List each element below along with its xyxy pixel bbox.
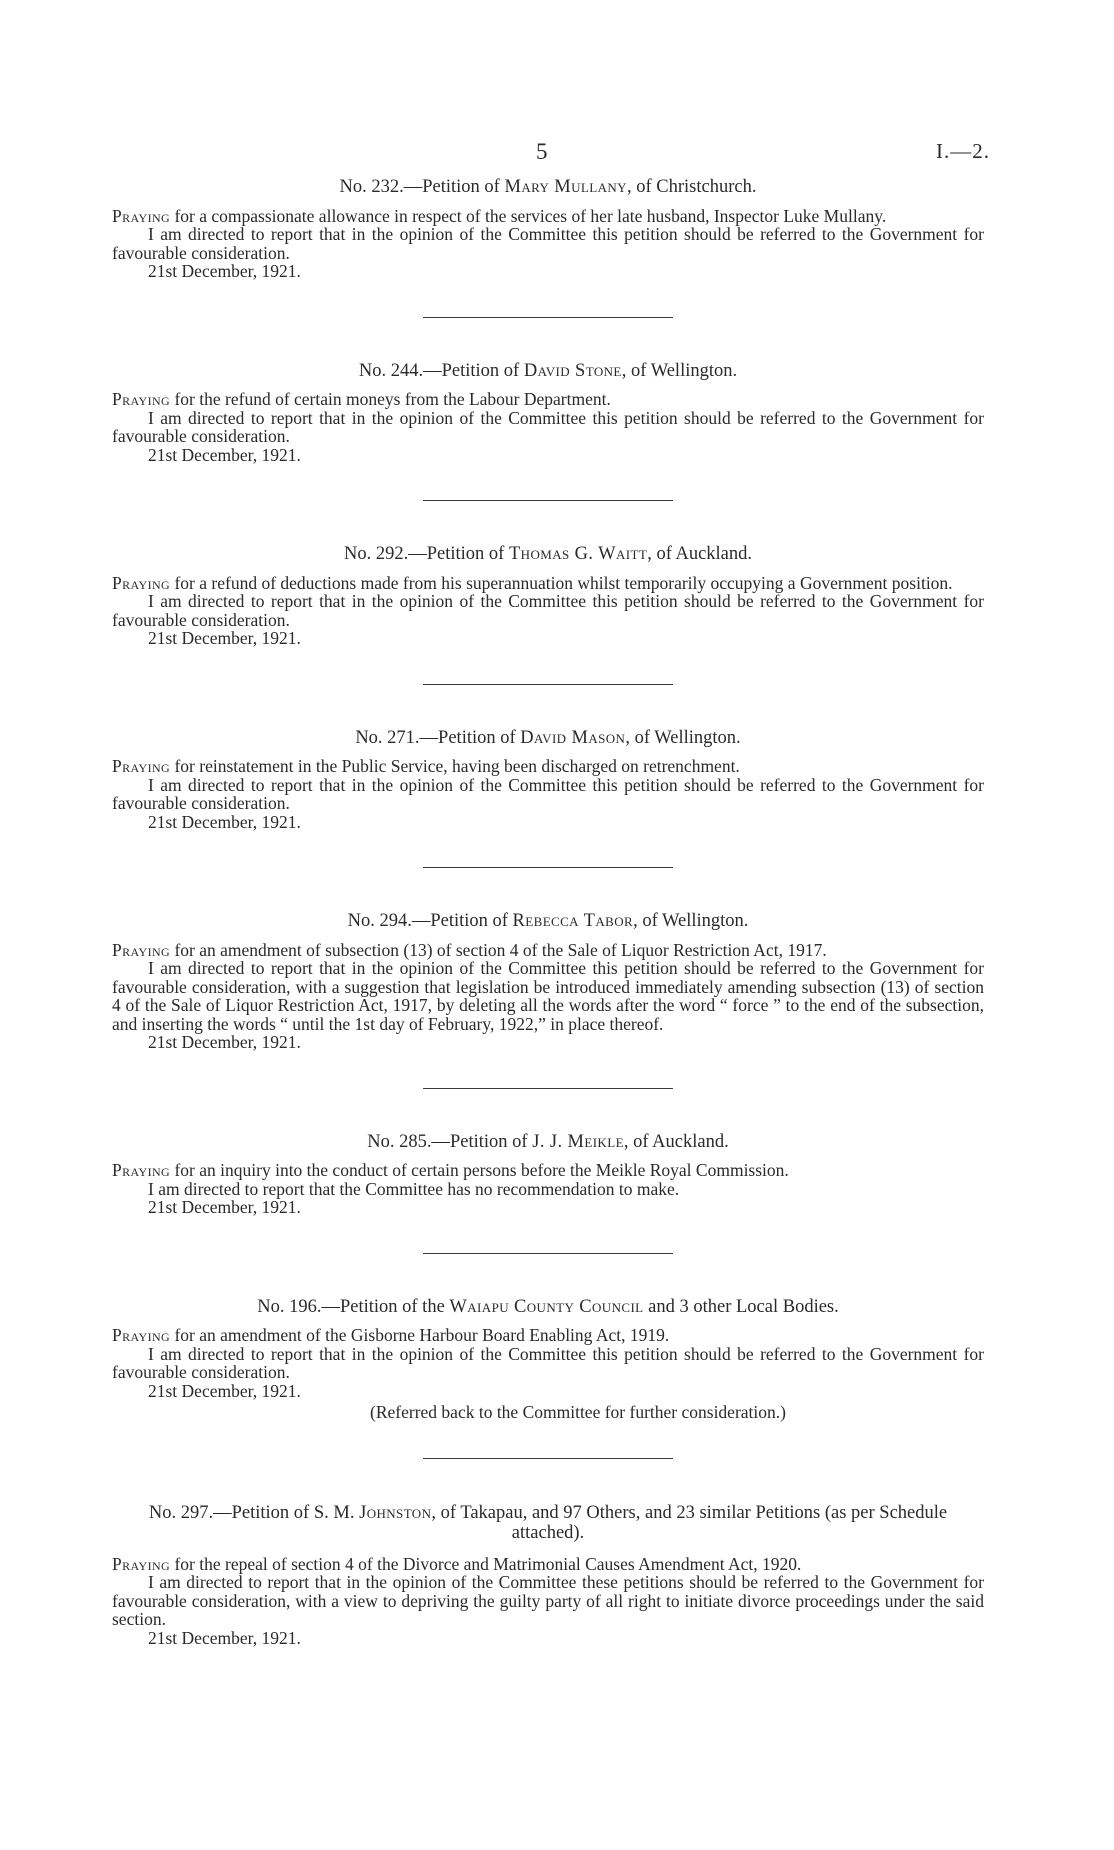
praying-word: Praying <box>112 1325 171 1345</box>
praying-paragraph <box>112 574 984 593</box>
praying-word: Praying <box>112 1553 171 1574</box>
heading-prefix: No. 297.—Petition of S. M. <box>148 1502 360 1523</box>
section-divider <box>423 500 673 501</box>
petition-heading <box>112 1503 984 1543</box>
praying-word: Praying <box>112 756 171 776</box>
heading-suffix: , of Auckland. <box>623 1131 729 1152</box>
report-date: 21st December, 1921. <box>148 1032 301 1052</box>
heading-suffix: , of Takapau, and 97 Others, and 23 similar Petitions (as per Schedule attached). <box>431 1502 948 1543</box>
petition-entry <box>112 729 984 832</box>
praying-text: for the repeal of section 4 of the Divorce and Matrimonial Causes Amendment Act, 1920. <box>170 1553 802 1574</box>
praying-word: Praying <box>112 572 171 593</box>
report-date: 21st December, 1921. <box>148 811 301 832</box>
paper-reference: I.—2. <box>936 139 990 163</box>
report-date: 21st December, 1921. <box>148 628 301 648</box>
petitioner-name: Rebecca Tabor <box>512 911 634 931</box>
praying-word: Praying <box>112 1160 171 1180</box>
petitioner-name: Thomas G. Waitt <box>508 544 648 564</box>
report-date: 21st December, 1921. <box>148 1627 301 1648</box>
document-body <box>112 178 984 1647</box>
petitioner-name: J. J. Meikle <box>532 1131 624 1152</box>
praying-text: for the refund of certain moneys from the Labour Department. <box>170 389 611 409</box>
section-divider <box>423 1458 673 1459</box>
heading-prefix: No. 292.—Petition of <box>344 544 509 564</box>
section-divider <box>423 684 673 685</box>
petition-heading <box>112 912 984 931</box>
petition-heading <box>112 545 984 564</box>
heading-suffix: , of Wellington. <box>633 911 749 931</box>
section-divider <box>423 867 673 868</box>
petition-heading <box>112 178 984 197</box>
heading-suffix: , of Christchurch. <box>626 177 757 197</box>
petitioner-name: David Mason <box>520 727 626 748</box>
heading-prefix: No. 196.—Petition of the <box>257 1296 450 1317</box>
petition-entry <box>112 362 984 465</box>
praying-text: for an amendment of the Gisborne Harbour Board Enabling Act, 1919. <box>170 1325 670 1345</box>
committee-report: I am directed to report that in the opinion of the Committee this petition should be referred to the Government for favourable consideration. <box>112 591 984 630</box>
page-number: 5 <box>536 139 548 164</box>
committee-report: I am directed to report that in the opinion of the Committee this petition should be referred to the Government for favourable consideration, with a suggestion that legislation be introduced immediately amending subsection (13) of section 4 of the Sale of Liquor Restriction Act, 1917, by deleting all the words after the word “ force ” to the end of the subsection, and inserting the words “ until the 1st day of February, 1922,” in place thereof. <box>112 958 984 1034</box>
section-divider <box>423 317 673 318</box>
petition-entry <box>112 545 984 648</box>
praying-text: for reinstatement in the Public Service, having been discharged on retrenchment. <box>170 756 740 776</box>
praying-paragraph <box>112 207 984 226</box>
praying-word: Praying <box>112 205 171 226</box>
praying-paragraph <box>112 757 984 776</box>
referral-note: (Referred back to the Committee for further consideration.) <box>370 1402 786 1422</box>
report-date: 21st December, 1921. <box>148 1197 301 1217</box>
praying-text: for an inquiry into the conduct of certain persons before the Meikle Royal Commission. <box>170 1160 789 1180</box>
praying-word: Praying <box>112 389 171 409</box>
committee-report: I am directed to report that in the opinion of the Committee this petition should be referred to the Government for favourable consideration. <box>112 407 984 446</box>
committee-report: I am directed to report that in the opinion of the Committee this petition should be referred to the Government for favourable consideration. <box>112 1343 984 1382</box>
heading-prefix: No. 285.—Petition of <box>367 1131 533 1152</box>
heading-suffix: , of Wellington. <box>621 360 738 381</box>
praying-paragraph <box>112 941 984 960</box>
petition-heading <box>112 1133 984 1152</box>
petition-entry <box>112 1503 984 1648</box>
committee-report: I am directed to report that in the opinion of the Committee this petition should be referred to the Government for favourable consideration. <box>112 774 984 813</box>
heading-suffix: and 3 other Local Bodies. <box>643 1296 839 1317</box>
petitioner-name: Mary Mullany <box>504 177 627 197</box>
report-date: 21st December, 1921. <box>148 444 301 465</box>
section-divider <box>423 1253 673 1254</box>
praying-word: Praying <box>112 939 171 960</box>
praying-text: for an amendment of subsection (13) of section 4 of the Sale of Liquor Restriction Act, 1917. <box>170 939 827 960</box>
petition-heading <box>112 1298 984 1317</box>
petitioner-name: Johnston <box>359 1502 432 1523</box>
praying-paragraph <box>112 1326 984 1345</box>
heading-suffix: , of Auckland. <box>647 544 752 564</box>
petition-entry <box>112 912 984 1052</box>
committee-report: I am directed to report that the Committee has no recommendation to make. <box>148 1178 680 1199</box>
petition-entry <box>112 178 984 281</box>
praying-paragraph <box>112 1555 984 1574</box>
heading-prefix: No. 294.—Petition of <box>347 911 513 931</box>
petition-heading <box>112 729 984 748</box>
praying-text: for a refund of deductions made from his superannuation whilst temporarily occupying a Government position. <box>170 572 953 593</box>
praying-text: for a compassionate allowance in respect of the services of her late husband, Inspector Luke Mullany. <box>170 205 887 226</box>
heading-prefix: No. 244.—Petition of <box>358 360 524 381</box>
praying-paragraph <box>112 1161 984 1180</box>
committee-report: I am directed to report that in the opinion of the Committee this petition should be referred to the Government for favourable consideration. <box>112 224 984 263</box>
heading-prefix: No. 271.—Petition of <box>355 727 521 748</box>
heading-suffix: , of Wellington. <box>625 727 741 748</box>
report-date: 21st December, 1921. <box>148 1380 301 1401</box>
petition-heading <box>112 362 984 381</box>
heading-prefix: No. 232.—Petition of <box>339 177 505 197</box>
petition-entry <box>112 1133 984 1217</box>
committee-report: I am directed to report that in the opinion of the Committee these petitions should be referred to the Government for favourable consideration, with a view to depriving the guilty party of all right to initiate divorce proceedings under the said section. <box>112 1572 984 1629</box>
petitioner-name: Waiapu County Council <box>449 1296 644 1317</box>
section-divider <box>423 1088 673 1089</box>
petition-entry <box>112 1298 984 1422</box>
report-date: 21st December, 1921. <box>148 261 301 281</box>
praying-paragraph <box>112 390 984 409</box>
petitioner-name: David Stone <box>523 360 622 381</box>
